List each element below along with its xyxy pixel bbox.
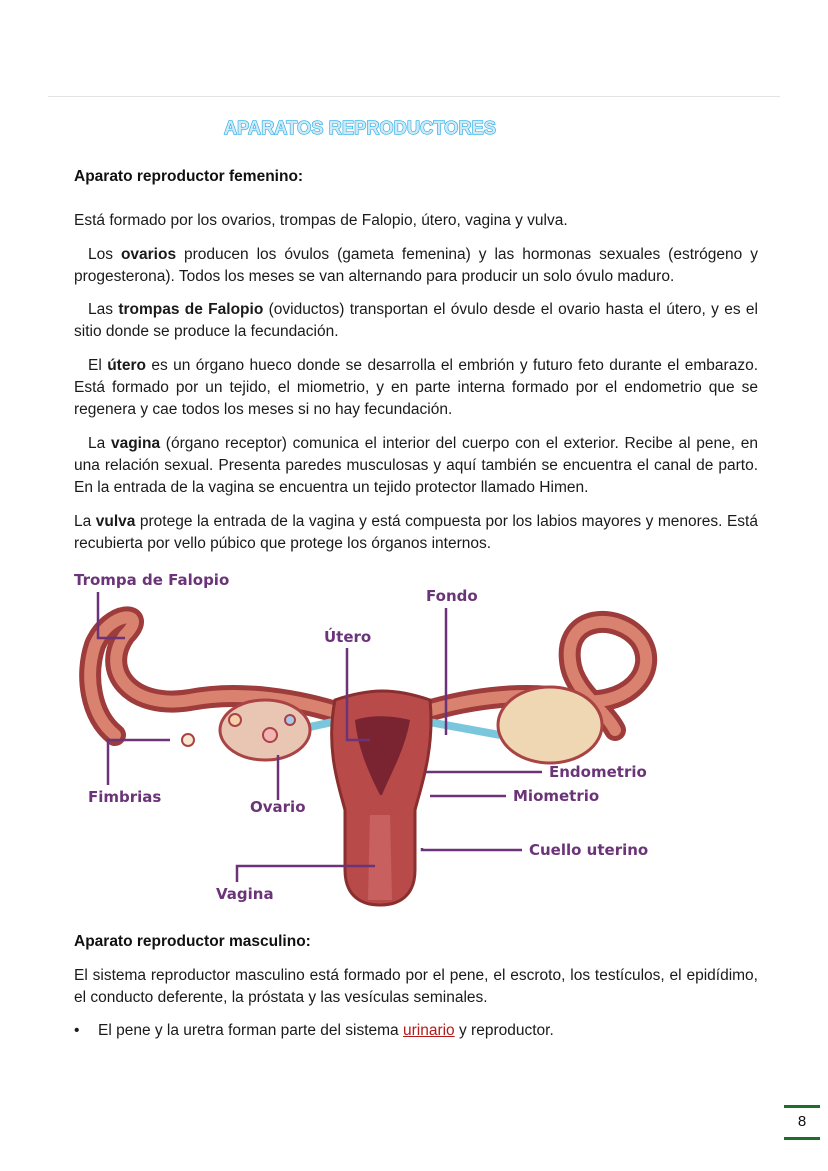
- urinario-link[interactable]: urinario: [402, 1022, 455, 1039]
- male-heading: Aparato reproductor masculino:: [74, 933, 311, 950]
- female-intro: Está formado por los ovarios, trompas de Falopio, útero, vagina y vulva.: [74, 212, 568, 229]
- label-miometrio: Miometrio: [513, 787, 600, 805]
- label-trompa: Trompa de Falopio: [74, 571, 230, 589]
- label-fondo: Fondo: [426, 587, 478, 605]
- page-number-top-bar: [784, 1105, 820, 1108]
- page-number: 8: [797, 1113, 807, 1130]
- label-ovario: Ovario: [250, 798, 306, 816]
- paragraph-ovarios: Los ovarios producen los óvulos (gameta femenina) y las hormonas sexuales (estrógeno y progesterona). Todos los meses se van alternando para producir un solo óvulo maduro.: [74, 246, 758, 285]
- leader-fimbrias: [108, 740, 170, 785]
- bullet-icon: •: [74, 1022, 80, 1039]
- female-heading: Aparato reproductor femenino:: [74, 168, 304, 185]
- label-vagina: Vagina: [216, 885, 274, 903]
- vaginal-canal: [368, 815, 392, 900]
- page-number-box: [784, 1105, 820, 1140]
- paragraph-utero: El útero es un órgano hueco donde se desarrolla el embrión y futuro feto durante el embarazo. Está formado por un tejido, el miometrio, y en parte interna formado por el endometrio que se regenera y cae todos los meses si no hay fecundación.: [74, 357, 758, 418]
- page-title: APARATOS REPRODUCTORES: [223, 118, 497, 138]
- label-utero: Útero: [324, 628, 372, 646]
- paragraph-trompas: Las trompas de Falopio (oviductos) transportan el óvulo desde el ovario hasta el útero, y es el sitio donde se produce la fecundación.: [74, 301, 758, 340]
- female-reproductive-diagram: [70, 570, 670, 915]
- paragraph-vulva: La vulva protege la entrada de la vagina y está compuesta por los labios mayores y menores. Está recubierta por vello púbico que protege los órganos internos.: [74, 513, 758, 552]
- male-intro: El sistema reproductor masculino está formado por el pene, el escroto, los testículos, el epidídimo, el conducto deferente, la próstata y las vesículas seminales.: [74, 967, 758, 1006]
- leader-cuello: [422, 848, 522, 850]
- label-fimbrias: Fimbrias: [88, 788, 162, 806]
- paragraph-vagina: La vagina (órgano receptor) comunica el interior del cuerpo con el exterior. Recibe al pene, en una relación sexual. Presenta paredes musculosas y aquí también se encuentra el canal de parto. En la entrada de la vagina se encuentra un tejido protector llamado Himen.: [74, 435, 758, 496]
- page-number-bottom-bar: [784, 1137, 820, 1140]
- list-item: • El pene y la uretra forman parte del sistema urinario y reproductor.: [74, 1022, 554, 1039]
- ovary-right: [498, 687, 602, 763]
- label-endometrio: Endometrio: [549, 763, 647, 781]
- top-divider: [48, 96, 780, 97]
- label-cuello: Cuello uterino: [529, 841, 649, 859]
